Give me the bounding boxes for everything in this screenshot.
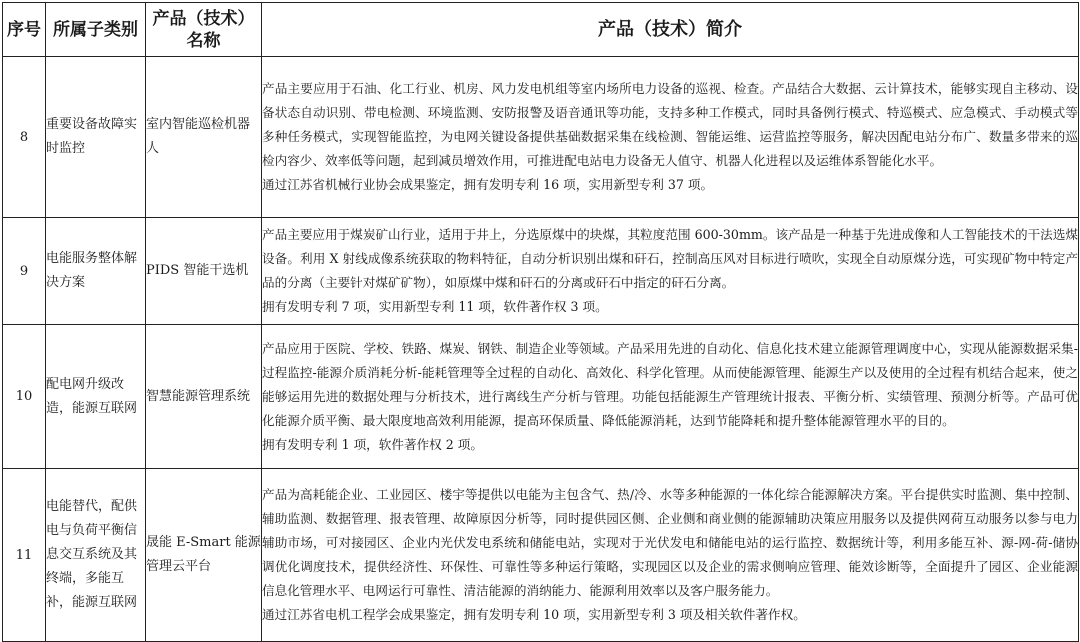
row-description [262, 218, 1079, 325]
table-row [3, 57, 1079, 218]
row-description-achievements: 通过江苏省电机工程学会成果鉴定，拥有发明专利 10 项，实用新型专利 3 项及相关软件著作权。 [262, 607, 806, 622]
row-description-achievements: 拥有发明专利 1 项，软件著作权 2 项。 [262, 436, 483, 452]
product-table [2, 2, 1079, 642]
row-description [262, 57, 1079, 218]
header-product-name-line2: 名称 [186, 30, 221, 51]
header-product-name-line1: 产品（技术） [152, 8, 255, 29]
row-description-achievements: 通过江苏省机械行业协会成果鉴定，拥有发明专利 16 项，实用新型专利 37 项。 [262, 177, 714, 192]
row-description [262, 469, 1079, 642]
row-serial-number: 10 [3, 325, 46, 469]
row-category: 重要设备故障实时监控 [46, 57, 146, 218]
row-description-intro: 产品主要应用于煤炭矿山行业，适用于井上，分选原煤中的块煤，其粒度范围 600-30mm。该产品是一种基于先进成像和人工智能技术的干法选煤设备。利用 X 射线成像系统获取的物料特征，自动分析识别出煤和矸石，控制高压风对目标进行喷吹，实现全自动原煤分选，可实现矿物中特定产品的分离（主要针对煤矿矿物），如原煤中煤和矸石的分离或矸石中指定的矸石分离。 [262, 227, 1078, 290]
row-description-intro: 产品应用于医院、学校、铁路、煤炭、钢铁、制造企业等领域。产品采用先进的自动化、信息化技术建立能源管理调度中心，实现从能源数据采集-过程监控-能源介质消耗分析-能耗管理等全过程的自动化、高效化、科学化管理。从而使能源管理、能源生产以及使用的全过程有机结合起来，使之能够运用先进的数据处理与分析技术，进行离线生产分析与管理。功能包括能源生产管理统计报表、平衡分析、实绩管理、预测分析等。产品可优化能源介质平衡、最大限度地高效利用能源，提高环保质量、降低能源消耗，达到节能降耗和提升整体能源管理水平的目的。 [262, 340, 1078, 428]
row-description-achievements: 拥有发明专利 7 项，实用新型专利 11 项，软件著作权 3 项。 [262, 299, 608, 314]
row-serial-number: 8 [3, 57, 46, 218]
row-product-name: PIDS 智能干选机 [146, 218, 262, 325]
header-product-name [146, 3, 262, 57]
row-description-intro: 产品主要应用于石油、化工行业、机房、风力发电机组等室内场所电力设备的巡视、检查。产品结合大数据、云计算技术，能够实现自主移动、设备状态自动识别、带电检测、环境监测、安防报警及语音通讯等功能，支持多种工作模式，同时具备例行模式、特巡模式、应急模式、手动模式等多种任务模式，实现智能监控，为电网关键设备提供基础数据采集在线检测、智能运维、运营监控等服务，解决因配电站分布广、数量多带来的巡检内容少、效率低等问题，起到减员增效作用，可推进配电站电力设备无人值守、机器人化进程以及运维体系智能化水平。 [262, 81, 1078, 168]
table-row [3, 325, 1079, 469]
header-category: 所属子类别 [46, 3, 146, 57]
row-product-name: 智慧能源管理系统 [146, 325, 262, 469]
row-description [262, 325, 1079, 469]
table-row [3, 469, 1079, 642]
row-product-name: 晟能 E-Smart 能源管理云平台 [146, 469, 262, 642]
row-serial-number: 11 [3, 469, 46, 642]
row-description-intro: 产品为高耗能企业、工业园区、楼宇等提供以电能为主包含气、热/冷、水等多种能源的一体化综合能源解决方案。平台提供实时监测、集中控制、辅助监测、数据管理、报表管理、故障原因分析等，同时提供园区侧、企业侧和商业侧的能源辅助决策应用服务以及提供网荷互动服务以参与电力辅助市场，可对接园区、企业内光伏发电系统和储能电站，实现对于光伏发电和储能电站的运行监控、数据统计等，利用多能互补、源-网-荷-储协调优化调度技术，提供经济性、环保性、可靠性等多种运行策略，实现园区以及企业的需求侧响应管理、能效诊断等，全面提升了园区、企业能源信息化管理水平、电网运行可靠性、清洁能源的消纳能力、能源利用效率以及客户服务能力。 [262, 487, 1078, 598]
row-category: 电能服务整体解决方案 [46, 218, 146, 325]
row-category: 电能替代，配供电与负荷平衡信息交互系统及其终端，多能互补，能源互联网 [46, 469, 146, 642]
table-header-row [3, 3, 1079, 57]
row-category: 配电网升级改造，能源互联网 [46, 325, 146, 469]
row-product-name: 室内智能巡检机器人 [146, 57, 262, 218]
header-description: 产品（技术）简介 [262, 3, 1079, 57]
header-serial-number: 序号 [3, 3, 46, 57]
row-serial-number: 9 [3, 218, 46, 325]
table-row [3, 218, 1079, 325]
